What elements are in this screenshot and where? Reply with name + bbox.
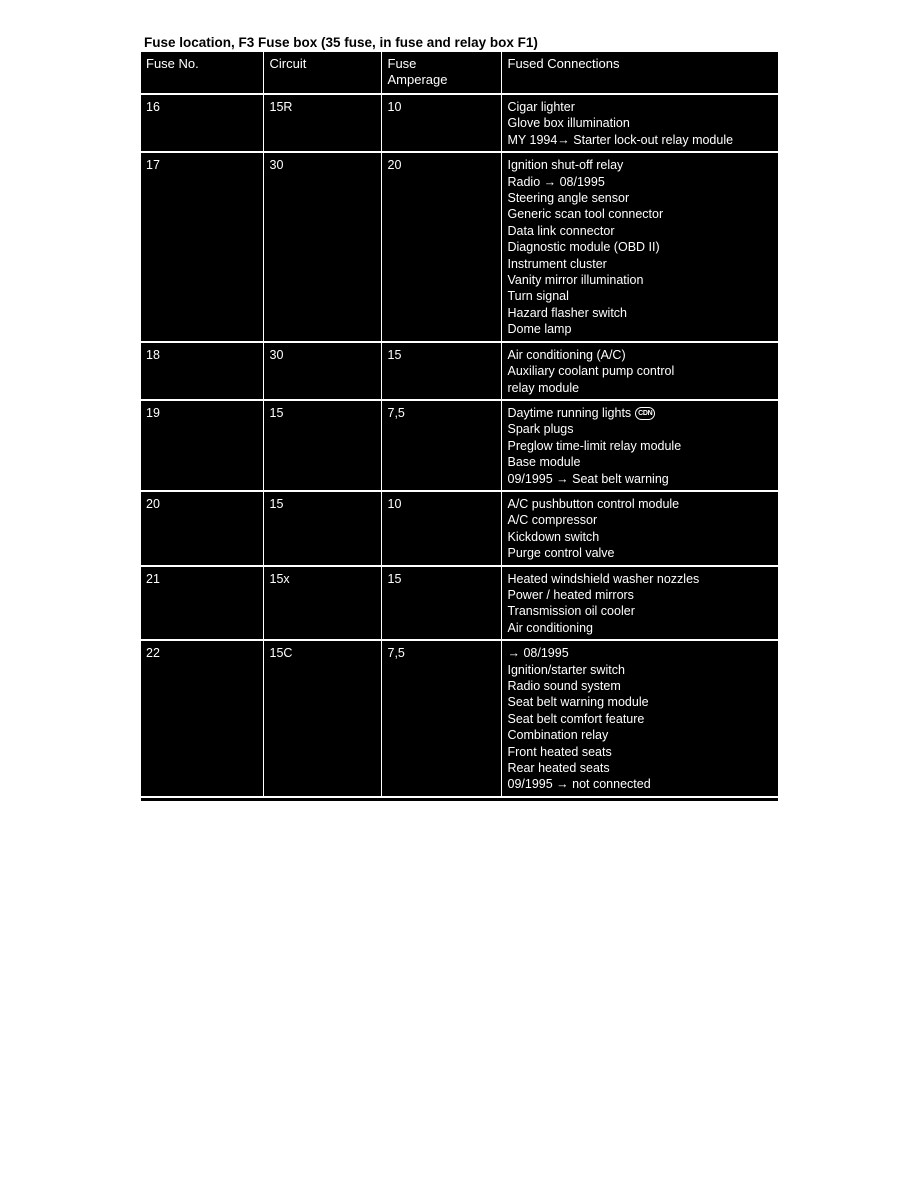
connection-item [508, 744, 779, 760]
connection-item [508, 662, 779, 678]
connection-text: Rear heated seats [507, 761, 610, 776]
connection-text: Glove box illumination [507, 116, 630, 131]
connection-text: Instrument cluster [507, 256, 607, 271]
table-row [141, 566, 778, 641]
connection-item [508, 529, 779, 545]
connection-item [508, 115, 779, 131]
amperage-cell: 7,5 [381, 640, 501, 797]
connection-text: Ignition/starter switch [507, 662, 625, 677]
connection-item [508, 305, 779, 321]
circuit-cell: 15C [263, 640, 381, 797]
table-row [141, 152, 778, 341]
fuse-table [141, 52, 778, 798]
amperage-cell: 7,5 [381, 400, 501, 491]
connection-text: → 08/1995 [507, 646, 569, 661]
connection-text: Front heated seats [507, 744, 612, 759]
connection-text: A/C pushbutton control module [507, 496, 680, 511]
connection-text: Steering angle sensor [507, 191, 630, 206]
connection-text: Air conditioning [507, 620, 593, 635]
connection-item [508, 620, 779, 636]
amperage-cell: 15 [381, 342, 501, 400]
connection-text: Radio → 08/1995 [507, 174, 605, 189]
table-row [141, 491, 778, 566]
circuit-cell: 15 [263, 491, 381, 566]
connection-text: Dome lamp [507, 322, 572, 337]
connection-text: MY 1994→ Starter lock-out relay module [507, 132, 734, 147]
connection-item [508, 99, 779, 115]
fuse-number-cell: 16 [141, 94, 263, 152]
connection-item [508, 174, 779, 190]
connection-item [508, 206, 779, 222]
header-amperage-line2: Amperage [387, 72, 448, 87]
connection-item [508, 776, 779, 792]
connection-item [508, 711, 779, 727]
connection-text: Turn signal [507, 289, 569, 304]
connection-text: Base module [507, 455, 581, 470]
connection-text: Air conditioning (A/C) [507, 347, 626, 362]
connection-text: Transmission oil cooler [507, 604, 635, 619]
connection-item [508, 760, 779, 776]
circuit-cell: 30 [263, 342, 381, 400]
connection-item [508, 496, 779, 512]
fuse-number-cell: 17 [141, 152, 263, 341]
connections-cell [501, 94, 778, 152]
fuse-number-cell: 20 [141, 491, 263, 566]
connection-item [508, 380, 779, 396]
fuse-number-cell: 18 [141, 342, 263, 400]
connection-text: A/C compressor [507, 513, 598, 528]
connection-item [508, 132, 779, 148]
header-amperage [381, 52, 501, 94]
connection-text: Daytime running lights [507, 405, 632, 420]
connection-text: Heated windshield washer nozzles [507, 571, 700, 586]
connection-text: Power / heated mirrors [507, 587, 634, 602]
connection-item [508, 239, 779, 255]
header-connections: Fused Connections [501, 52, 778, 94]
fuse-number-cell: 22 [141, 640, 263, 797]
header-amperage-line1: Fuse [387, 56, 417, 71]
connections-cell [501, 566, 778, 641]
connection-item [508, 727, 779, 743]
connections-cell [501, 152, 778, 341]
connection-item [508, 363, 779, 379]
connection-text: Preglow time-limit relay module [507, 438, 682, 453]
circuit-cell: 15R [263, 94, 381, 152]
fuse-number-cell: 21 [141, 566, 263, 641]
connection-item [508, 347, 779, 363]
amperage-cell: 10 [381, 491, 501, 566]
table-row [141, 94, 778, 152]
connection-item [508, 645, 779, 661]
connection-item [508, 438, 779, 454]
connection-text: Data link connector [507, 223, 615, 238]
connection-text: Spark plugs [507, 422, 574, 437]
connections-cell [501, 640, 778, 797]
connection-item [508, 223, 779, 239]
table-title: Fuse location, F3 Fuse box (35 fuse, in fuse and relay box F1) [141, 33, 778, 52]
table-row [141, 640, 778, 797]
connection-text: Kickdown switch [507, 529, 600, 544]
connection-text: Seat belt warning module [507, 695, 649, 710]
connection-item [508, 471, 779, 487]
connection-item [508, 190, 779, 206]
connections-cell [501, 400, 778, 491]
table-body [141, 94, 778, 797]
circuit-cell: 15 [263, 400, 381, 491]
connection-item [508, 321, 779, 337]
circuit-cell: 30 [263, 152, 381, 341]
connection-item [508, 405, 779, 421]
connection-text: Combination relay [507, 728, 609, 743]
connection-text: Vanity mirror illumination [507, 273, 644, 288]
connection-text: Purge control valve [507, 546, 615, 561]
connection-item [508, 694, 779, 710]
connection-text: relay module [507, 380, 580, 395]
fuse-number-cell: 19 [141, 400, 263, 491]
connection-item [508, 571, 779, 587]
amperage-cell: 20 [381, 152, 501, 341]
header-circuit: Circuit [263, 52, 381, 94]
connection-item [508, 256, 779, 272]
connection-text: Seat belt comfort feature [507, 711, 645, 726]
connection-text: Cigar lighter [507, 100, 575, 114]
connection-item [508, 512, 779, 528]
connection-text: 09/1995 → not connected [507, 777, 651, 792]
connection-item [508, 272, 779, 288]
header-row [141, 52, 778, 94]
amperage-cell: 15 [381, 566, 501, 641]
connection-item [508, 587, 779, 603]
connection-text: Auxiliary coolant pump control [507, 364, 675, 379]
connection-item [508, 157, 779, 173]
connection-text: Radio sound system [507, 679, 621, 693]
connection-text: 09/1995 → Seat belt warning [507, 471, 669, 486]
table-row [141, 342, 778, 400]
connection-text: Ignition shut-off relay [507, 158, 624, 173]
connection-text: Generic scan tool connector [507, 207, 664, 222]
amperage-cell: 10 [381, 94, 501, 152]
header-fuse-no: Fuse No. [141, 52, 263, 94]
table-row [141, 400, 778, 491]
connection-item [508, 421, 779, 437]
circuit-cell: 15x [263, 566, 381, 641]
connection-item [508, 678, 779, 694]
canada-market-icon: CDN [635, 407, 655, 420]
connection-item [508, 454, 779, 470]
connection-item [508, 545, 779, 561]
connection-item [508, 288, 779, 304]
fuse-table-sheet [141, 33, 778, 801]
connection-text: Hazard flasher switch [507, 305, 627, 320]
connection-text: Diagnostic module (OBD II) [507, 240, 660, 255]
connection-item [508, 603, 779, 619]
connections-cell [501, 342, 778, 400]
connections-cell [501, 491, 778, 566]
